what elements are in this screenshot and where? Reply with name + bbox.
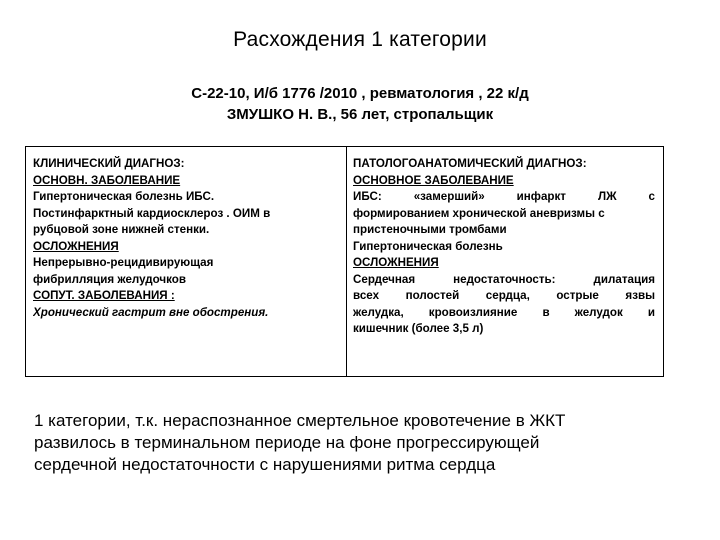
- pathological-header: ПАТОЛОГОАНАТОМИЧЕСКИЙ ДИАГНОЗ:: [353, 157, 587, 170]
- pathological-complication-line: желудка, кровоизлияние в желудок и: [353, 305, 655, 319]
- pathological-main-line: формированием хронической аневризмы с: [353, 206, 605, 220]
- pathological-main-line: ИБС: «замерший» инфаркт ЛЖ с: [353, 190, 655, 203]
- conclusion-line: 1 категории, т.к. нераспознанное смертельное кровотечение в ЖКТ: [34, 411, 566, 430]
- conclusion-text: [34, 410, 694, 476]
- clinical-main-line: Гипертоническая болезнь ИБС.: [33, 190, 215, 203]
- pathological-complication-line: всех полостей сердца, острые язвы: [353, 289, 655, 302]
- clinical-main-line: Постинфарктный кардиосклероз . ОИМ в: [33, 206, 271, 220]
- clinical-header: КЛИНИЧЕСКИЙ ДИАГНОЗ:: [33, 157, 185, 170]
- clinical-concomitant-label: СОПУТ. ЗАБОЛЕВАНИЯ :: [33, 289, 175, 302]
- clinical-main-line: рубцовой зоне нижней стенки.: [33, 223, 210, 236]
- pathological-main-line: пристеночными тромбами: [353, 223, 507, 236]
- clinical-diagnosis-column: [26, 147, 347, 376]
- clinical-complication-line: фибрилляция желудочков: [33, 272, 187, 286]
- case-reference: С-22-10, И/б 1776 /2010 , ревматология , 22 к/д: [191, 85, 529, 102]
- pathological-complication-line: Сердечная недостаточность: дилатация: [353, 272, 655, 286]
- clinical-complication-line: Непрерывно-рецидивирующая: [33, 256, 214, 269]
- patient-info: ЗМУШКО Н. В., 56 лет, стропальщик: [226, 106, 494, 123]
- clinical-concomitant-text: Хронический гастрит вне обострения.: [33, 305, 269, 319]
- clinical-complications-label: ОСЛОЖНЕНИЯ: [33, 239, 119, 253]
- conclusion-line: развилось в терминальном периоде на фоне прогрессирующей: [34, 433, 540, 452]
- pathological-main-label: ОСНОВНОЕ ЗАБОЛЕВАНИЕ: [353, 173, 514, 187]
- diagnosis-comparison-table: [25, 146, 664, 377]
- pathological-complications-label: ОСЛОЖНЕНИЯ: [353, 256, 439, 269]
- clinical-main-label: ОСНОВН. ЗАБОЛЕВАНИЕ: [33, 173, 181, 187]
- pathological-diagnosis-column: [347, 147, 663, 376]
- conclusion-line: сердечной недостаточности с нарушениями ритма сердца: [34, 455, 496, 474]
- page-title: Расхождения 1 категории: [233, 28, 487, 51]
- pathological-complication-line: кишечник (более 3,5 л): [353, 322, 484, 335]
- pathological-main-line: Гипертоническая болезнь: [353, 239, 503, 253]
